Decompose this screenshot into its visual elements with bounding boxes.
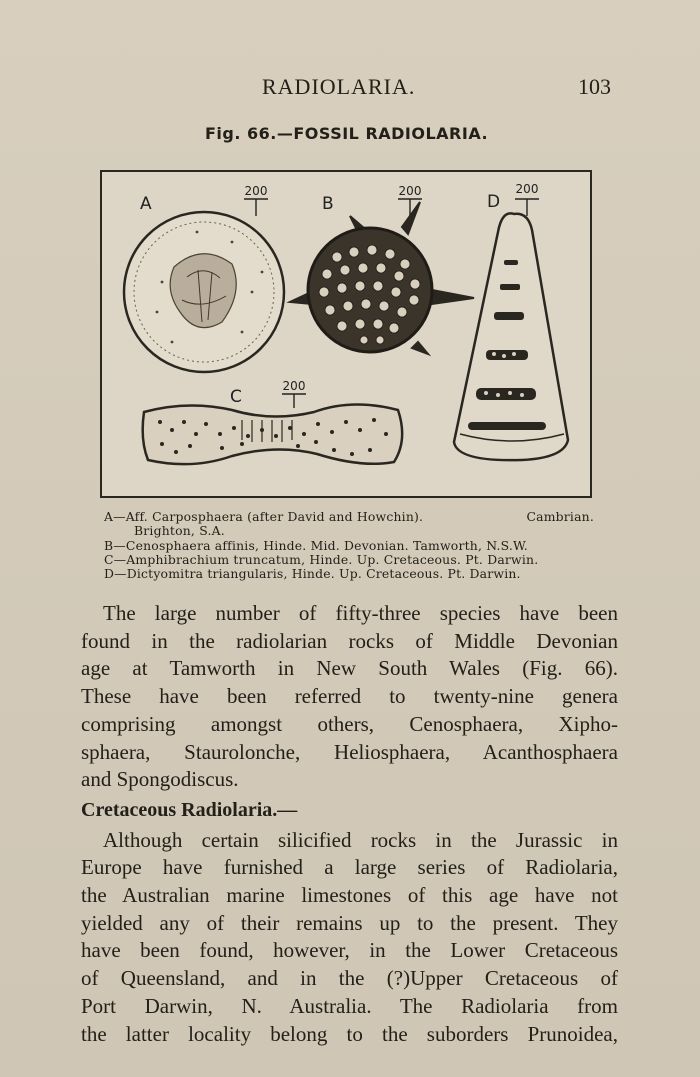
text-line: The large number of fifty-three species have been [103, 601, 618, 625]
caption-line-a [104, 510, 594, 524]
text-line: Although certain silicified rocks in the Jurassic in [103, 827, 618, 852]
running-title: RADIOLARIA. [262, 74, 416, 99]
paragraph-cretaceous [81, 827, 618, 1049]
scale-label-b: 200 [398, 184, 422, 198]
text-line: and Spongodiscus. [81, 767, 239, 792]
page-number: 103 [578, 74, 611, 99]
specimen-c-drawing [143, 404, 403, 464]
text-line: yielded any of their remains up to the present. They [81, 910, 618, 935]
scale-label-d: 200 [515, 182, 539, 196]
caption-line-a-cont: Brighton, S.A. [134, 523, 225, 539]
specimen-d-drawing [454, 213, 568, 460]
text-line: found in the radiolarian rocks of Middle Devonian [81, 628, 618, 653]
caption-line-c: C—Amphibrachium truncatum, Hinde. Up. Cretaceous. Pt. Darwin. [104, 551, 539, 567]
section-heading: Cretaceous Radiolaria.— [81, 798, 298, 821]
text-line: have been found, however, in the Lower Cretaceous [81, 938, 618, 963]
figure-title: Fig. 66.—FOSSIL RADIOLARIA. [205, 124, 489, 143]
figure-illustration [102, 172, 590, 496]
text-line: age at Tamworth in New South Wales (Fig. 66). [81, 656, 618, 681]
caption-line-d: D—Dictyomitra triangularis, Hinde. Up. Cretaceous. Pt. Darwin. [104, 566, 521, 582]
scale-label-a: 200 [244, 184, 268, 198]
specimen-a-drawing [124, 212, 284, 372]
specimen-label-b: B [322, 194, 334, 214]
text-line: the latter locality belong to the suborders Prunoidea, [81, 1021, 618, 1046]
text-line: the Australian marine limestones of this age have not [81, 883, 618, 908]
figure-caption [104, 510, 594, 581]
caption-a-period: Cambrian. [526, 509, 594, 524]
specimen-label-d: D [487, 192, 501, 212]
text-line: sphaera, Staurolonche, Heliosphaera, Acanthosphaera [81, 739, 618, 764]
text-line: comprising amongst others, Cenosphaera, Xipho- [81, 711, 618, 736]
paragraph-devonian [81, 600, 618, 794]
body-text [81, 600, 618, 1048]
specimen-label-a: A [140, 194, 152, 214]
caption-line-b: B—Cenosphaera affinis, Hinde. Mid. Devonian. Tamworth, N.S.W. [104, 537, 528, 553]
text-line: of Queensland, and in the (?)Upper Cretaceous of [81, 966, 618, 991]
text-line: Port Darwin, N. Australia. The Radiolaria from [81, 993, 618, 1018]
text-line: These have been referred to twenty-nine genera [81, 684, 618, 709]
fossil-radiolaria-figure [100, 170, 592, 498]
scale-label-c: 200 [282, 379, 306, 393]
specimen-b-drawing [290, 202, 474, 354]
caption-a-text: A—Aff. Carposphaera (after David and Howchin). [104, 509, 424, 524]
text-line: Europe have furnished a large series of Radiolaria, [81, 855, 618, 880]
specimen-label-c: C [230, 387, 242, 407]
